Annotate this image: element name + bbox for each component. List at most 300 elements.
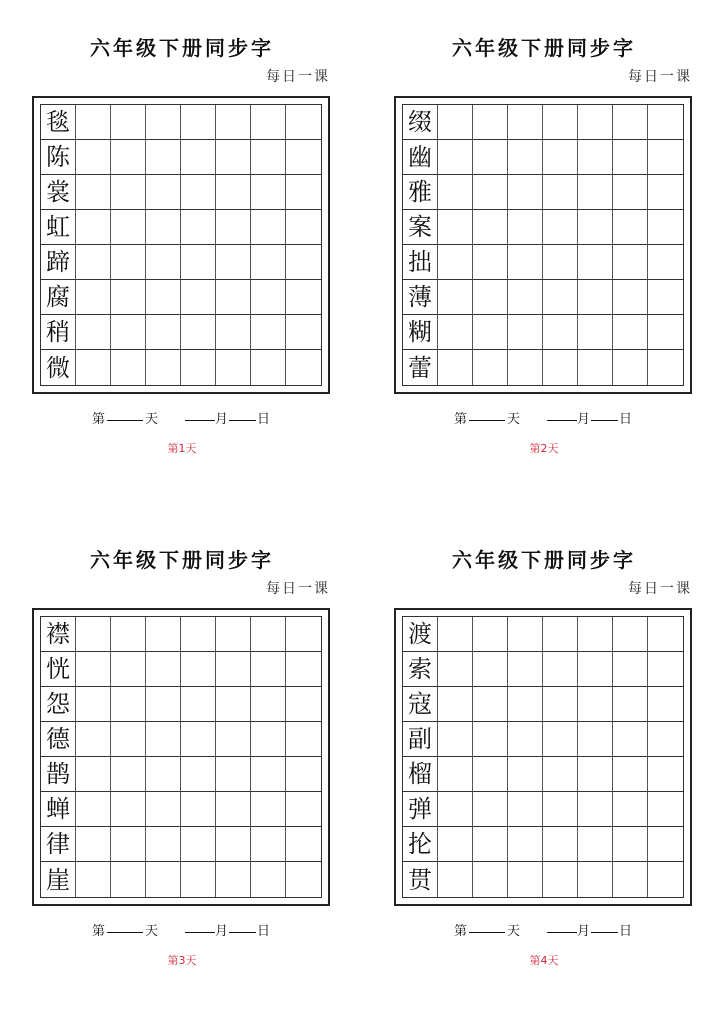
model-character: 毯 xyxy=(46,108,70,136)
practice-cell[interactable] xyxy=(146,862,181,897)
month-blank[interactable] xyxy=(185,408,215,421)
practice-cell[interactable] xyxy=(508,687,543,722)
practice-cell[interactable] xyxy=(473,210,508,245)
day-blank[interactable] xyxy=(469,920,505,933)
model-character: 裳 xyxy=(46,178,70,206)
practice-cell[interactable] xyxy=(648,350,683,385)
practice-cell[interactable] xyxy=(648,617,683,652)
practice-cell[interactable] xyxy=(613,617,648,652)
practice-cell[interactable] xyxy=(286,280,321,315)
practice-cell[interactable] xyxy=(543,827,578,862)
practice-cell[interactable] xyxy=(286,210,321,245)
practice-cell[interactable] xyxy=(286,175,321,210)
practice-cell[interactable] xyxy=(508,105,543,140)
date-unit: 日 xyxy=(619,924,633,939)
practice-frame xyxy=(32,96,330,394)
model-character: 蹄 xyxy=(46,248,70,276)
practice-cell[interactable] xyxy=(543,105,578,140)
practice-cell[interactable] xyxy=(613,862,648,897)
practice-cell[interactable] xyxy=(111,245,146,280)
page-title: 六年级下册同步字 xyxy=(452,548,636,572)
practice-cell[interactable] xyxy=(578,862,613,897)
model-character: 律 xyxy=(46,830,70,858)
practice-cell[interactable] xyxy=(111,350,146,385)
page-subtitle: 每日一课 xyxy=(266,69,330,85)
practice-cell[interactable] xyxy=(111,617,146,652)
practice-cell[interactable] xyxy=(181,140,216,175)
practice-cell[interactable] xyxy=(438,140,473,175)
model-character: 微 xyxy=(46,353,70,382)
practice-cell[interactable] xyxy=(578,350,613,385)
practice-cell[interactable] xyxy=(76,315,111,350)
day-blank[interactable] xyxy=(469,408,505,421)
practice-cell[interactable] xyxy=(216,687,251,722)
month-unit: 月 xyxy=(215,412,229,427)
practice-cell[interactable] xyxy=(508,315,543,350)
practice-cell[interactable] xyxy=(181,722,216,757)
practice-cell[interactable] xyxy=(648,245,683,280)
worksheet-panel-3 xyxy=(32,532,332,992)
practice-cell[interactable] xyxy=(146,315,181,350)
practice-cell[interactable] xyxy=(146,210,181,245)
practice-cell[interactable] xyxy=(216,140,251,175)
practice-cell[interactable] xyxy=(578,827,613,862)
practice-cell[interactable] xyxy=(578,280,613,315)
page-title: 六年级下册同步字 xyxy=(90,36,274,60)
practice-cell[interactable] xyxy=(286,652,321,687)
model-character-cell xyxy=(41,175,76,210)
practice-cell[interactable] xyxy=(111,757,146,792)
practice-cell[interactable] xyxy=(111,280,146,315)
practice-cell[interactable] xyxy=(76,245,111,280)
practice-cell[interactable] xyxy=(76,862,111,897)
practice-cell[interactable] xyxy=(473,722,508,757)
practice-cell[interactable] xyxy=(216,175,251,210)
practice-cell[interactable] xyxy=(648,862,683,897)
practice-cell[interactable] xyxy=(438,175,473,210)
date-unit: 日 xyxy=(257,412,271,427)
practice-cell[interactable] xyxy=(216,757,251,792)
practice-cell[interactable] xyxy=(286,350,321,385)
practice-cell[interactable] xyxy=(76,105,111,140)
practice-cell[interactable] xyxy=(251,827,286,862)
practice-cell[interactable] xyxy=(543,617,578,652)
practice-cell[interactable] xyxy=(543,280,578,315)
practice-cell[interactable] xyxy=(578,722,613,757)
model-character-cell xyxy=(41,757,76,792)
practice-cell[interactable] xyxy=(216,245,251,280)
practice-cell[interactable] xyxy=(146,652,181,687)
practice-cell[interactable] xyxy=(251,862,286,897)
date-blank[interactable] xyxy=(591,920,618,933)
page-title: 六年级下册同步字 xyxy=(452,36,636,60)
model-character: 崖 xyxy=(46,865,70,894)
practice-cell[interactable] xyxy=(286,315,321,350)
practice-cell[interactable] xyxy=(111,687,146,722)
practice-cell[interactable] xyxy=(438,827,473,862)
practice-cell[interactable] xyxy=(216,315,251,350)
model-character-cell xyxy=(403,687,438,722)
practice-cell[interactable] xyxy=(286,617,321,652)
practice-cell[interactable] xyxy=(438,245,473,280)
practice-cell[interactable] xyxy=(578,105,613,140)
day-blank[interactable] xyxy=(107,920,143,933)
practice-cell[interactable] xyxy=(438,757,473,792)
practice-cell[interactable] xyxy=(286,722,321,757)
practice-cell[interactable] xyxy=(251,315,286,350)
practice-cell[interactable] xyxy=(111,652,146,687)
model-character-cell xyxy=(41,245,76,280)
practice-cell[interactable] xyxy=(286,827,321,862)
practice-cell[interactable] xyxy=(648,827,683,862)
practice-cell[interactable] xyxy=(613,827,648,862)
practice-cell[interactable] xyxy=(181,105,216,140)
practice-cell[interactable] xyxy=(76,652,111,687)
practice-cell[interactable] xyxy=(146,722,181,757)
practice-cell[interactable] xyxy=(508,245,543,280)
date-blank[interactable] xyxy=(229,408,256,421)
practice-cell[interactable] xyxy=(438,722,473,757)
practice-cell[interactable] xyxy=(543,175,578,210)
practice-cell[interactable] xyxy=(613,687,648,722)
model-character: 襟 xyxy=(46,620,70,648)
practice-cell[interactable] xyxy=(438,687,473,722)
practice-cell[interactable] xyxy=(251,105,286,140)
practice-cell[interactable] xyxy=(508,140,543,175)
practice-cell[interactable] xyxy=(286,862,321,897)
model-character-cell xyxy=(403,280,438,315)
date-unit: 日 xyxy=(619,412,633,427)
practice-cell[interactable] xyxy=(508,652,543,687)
practice-cell[interactable] xyxy=(578,210,613,245)
model-character: 弹 xyxy=(408,795,432,823)
model-character: 稍 xyxy=(46,318,70,346)
practice-cell[interactable] xyxy=(251,280,286,315)
practice-cell[interactable] xyxy=(473,792,508,827)
practice-cell[interactable] xyxy=(438,792,473,827)
practice-cell[interactable] xyxy=(648,210,683,245)
model-character-cell xyxy=(41,315,76,350)
practice-cell[interactable] xyxy=(473,617,508,652)
practice-cell[interactable] xyxy=(76,617,111,652)
practice-cell[interactable] xyxy=(508,757,543,792)
practice-cell[interactable] xyxy=(543,687,578,722)
model-character: 陈 xyxy=(46,143,70,171)
practice-grid xyxy=(402,616,684,898)
practice-cell[interactable] xyxy=(111,140,146,175)
practice-cell[interactable] xyxy=(76,722,111,757)
practice-cell[interactable] xyxy=(613,140,648,175)
practice-cell[interactable] xyxy=(508,617,543,652)
practice-cell[interactable] xyxy=(146,245,181,280)
practice-cell[interactable] xyxy=(286,105,321,140)
practice-cell[interactable] xyxy=(473,652,508,687)
practice-cell[interactable] xyxy=(613,210,648,245)
practice-cell[interactable] xyxy=(613,245,648,280)
practice-cell[interactable] xyxy=(438,105,473,140)
practice-cell[interactable] xyxy=(543,757,578,792)
date-prefix: 第 xyxy=(454,412,468,427)
practice-cell[interactable] xyxy=(76,757,111,792)
practice-cell[interactable] xyxy=(473,757,508,792)
practice-cell[interactable] xyxy=(648,140,683,175)
practice-cell[interactable] xyxy=(473,315,508,350)
day-label: 第2天 xyxy=(529,442,559,455)
practice-cell[interactable] xyxy=(473,175,508,210)
practice-cell[interactable] xyxy=(146,757,181,792)
month-unit: 月 xyxy=(577,412,591,427)
practice-cell[interactable] xyxy=(216,792,251,827)
practice-cell[interactable] xyxy=(216,105,251,140)
practice-cell[interactable] xyxy=(76,280,111,315)
practice-cell[interactable] xyxy=(216,350,251,385)
practice-cell[interactable] xyxy=(648,792,683,827)
practice-cell[interactable] xyxy=(543,350,578,385)
practice-cell[interactable] xyxy=(251,175,286,210)
practice-cell[interactable] xyxy=(251,757,286,792)
practice-cell[interactable] xyxy=(216,210,251,245)
practice-cell[interactable] xyxy=(648,757,683,792)
practice-cell[interactable] xyxy=(181,617,216,652)
model-character-cell xyxy=(41,792,76,827)
model-character: 幽 xyxy=(408,143,432,171)
practice-cell[interactable] xyxy=(648,105,683,140)
practice-cell[interactable] xyxy=(251,652,286,687)
practice-cell[interactable] xyxy=(181,210,216,245)
practice-cell[interactable] xyxy=(286,245,321,280)
practice-cell[interactable] xyxy=(473,862,508,897)
practice-cell[interactable] xyxy=(543,722,578,757)
practice-cell[interactable] xyxy=(146,280,181,315)
practice-cell[interactable] xyxy=(508,175,543,210)
practice-cell[interactable] xyxy=(508,722,543,757)
day-unit: 天 xyxy=(507,924,521,939)
model-character: 副 xyxy=(408,725,432,753)
practice-cell[interactable] xyxy=(438,210,473,245)
practice-cell[interactable] xyxy=(111,827,146,862)
model-character-cell xyxy=(41,617,76,652)
practice-cell[interactable] xyxy=(543,792,578,827)
practice-cell[interactable] xyxy=(438,652,473,687)
model-character-cell xyxy=(41,827,76,862)
practice-cell[interactable] xyxy=(181,757,216,792)
model-character: 抡 xyxy=(408,830,432,858)
practice-cell[interactable] xyxy=(473,280,508,315)
model-character: 索 xyxy=(408,655,432,683)
practice-cell[interactable] xyxy=(648,722,683,757)
model-character: 鹊 xyxy=(46,760,70,788)
practice-cell[interactable] xyxy=(648,687,683,722)
practice-cell[interactable] xyxy=(111,315,146,350)
practice-cell[interactable] xyxy=(251,140,286,175)
practice-cell[interactable] xyxy=(438,617,473,652)
practice-cell[interactable] xyxy=(438,280,473,315)
model-character: 腐 xyxy=(46,283,70,311)
practice-cell[interactable] xyxy=(473,140,508,175)
practice-cell[interactable] xyxy=(251,210,286,245)
practice-cell[interactable] xyxy=(76,827,111,862)
practice-cell[interactable] xyxy=(146,792,181,827)
practice-cell[interactable] xyxy=(216,862,251,897)
month-blank[interactable] xyxy=(547,920,577,933)
practice-cell[interactable] xyxy=(613,280,648,315)
practice-cell[interactable] xyxy=(543,210,578,245)
practice-cell[interactable] xyxy=(438,862,473,897)
practice-cell[interactable] xyxy=(508,350,543,385)
practice-cell[interactable] xyxy=(473,105,508,140)
practice-cell[interactable] xyxy=(648,315,683,350)
practice-cell[interactable] xyxy=(473,687,508,722)
practice-cell[interactable] xyxy=(216,617,251,652)
practice-cell[interactable] xyxy=(508,792,543,827)
practice-cell[interactable] xyxy=(578,175,613,210)
date-blank[interactable] xyxy=(591,408,618,421)
practice-cell[interactable] xyxy=(508,827,543,862)
practice-cell[interactable] xyxy=(648,280,683,315)
practice-cell[interactable] xyxy=(146,827,181,862)
model-character-cell xyxy=(403,245,438,280)
practice-cell[interactable] xyxy=(508,862,543,897)
date-unit: 日 xyxy=(257,924,271,939)
practice-cell[interactable] xyxy=(181,792,216,827)
model-character-cell xyxy=(403,792,438,827)
practice-cell[interactable] xyxy=(251,350,286,385)
practice-cell[interactable] xyxy=(286,140,321,175)
practice-cell[interactable] xyxy=(146,105,181,140)
practice-cell[interactable] xyxy=(648,652,683,687)
practice-cell[interactable] xyxy=(508,210,543,245)
practice-cell[interactable] xyxy=(76,687,111,722)
day-label: 第4天 xyxy=(529,954,559,967)
practice-cell[interactable] xyxy=(473,827,508,862)
practice-cell[interactable] xyxy=(181,652,216,687)
practice-cell[interactable] xyxy=(543,245,578,280)
practice-cell[interactable] xyxy=(76,350,111,385)
practice-cell[interactable] xyxy=(613,757,648,792)
practice-cell[interactable] xyxy=(578,245,613,280)
practice-cell[interactable] xyxy=(578,617,613,652)
practice-cell[interactable] xyxy=(578,687,613,722)
practice-cell[interactable] xyxy=(251,687,286,722)
page-subtitle: 每日一课 xyxy=(266,581,330,597)
practice-cell[interactable] xyxy=(251,792,286,827)
practice-cell[interactable] xyxy=(111,210,146,245)
practice-cell[interactable] xyxy=(111,105,146,140)
model-character-cell xyxy=(403,827,438,862)
practice-cell[interactable] xyxy=(251,245,286,280)
model-character-cell xyxy=(403,140,438,175)
practice-cell[interactable] xyxy=(111,175,146,210)
practice-cell[interactable] xyxy=(613,792,648,827)
model-character: 贯 xyxy=(408,865,432,894)
practice-cell[interactable] xyxy=(76,140,111,175)
day-label: 第1天 xyxy=(167,442,197,455)
practice-cell[interactable] xyxy=(181,245,216,280)
practice-cell[interactable] xyxy=(473,245,508,280)
practice-cell[interactable] xyxy=(216,652,251,687)
practice-cell[interactable] xyxy=(613,652,648,687)
practice-cell[interactable] xyxy=(216,827,251,862)
practice-cell[interactable] xyxy=(578,315,613,350)
practice-cell[interactable] xyxy=(146,140,181,175)
practice-cell[interactable] xyxy=(578,652,613,687)
practice-cell[interactable] xyxy=(473,350,508,385)
practice-cell[interactable] xyxy=(181,350,216,385)
practice-cell[interactable] xyxy=(146,687,181,722)
day-blank[interactable] xyxy=(107,408,143,421)
model-character: 雅 xyxy=(408,178,432,206)
model-character-cell xyxy=(41,280,76,315)
date-prefix: 第 xyxy=(92,924,106,939)
practice-cell[interactable] xyxy=(181,175,216,210)
date-blank[interactable] xyxy=(229,920,256,933)
model-character-cell xyxy=(403,617,438,652)
practice-cell[interactable] xyxy=(111,722,146,757)
practice-cell[interactable] xyxy=(216,280,251,315)
practice-cell[interactable] xyxy=(438,350,473,385)
practice-cell[interactable] xyxy=(543,862,578,897)
model-character-cell xyxy=(403,175,438,210)
practice-cell[interactable] xyxy=(613,722,648,757)
practice-grid xyxy=(40,616,322,898)
practice-cell[interactable] xyxy=(286,792,321,827)
practice-cell[interactable] xyxy=(111,792,146,827)
practice-cell[interactable] xyxy=(543,140,578,175)
month-blank[interactable] xyxy=(547,408,577,421)
practice-cell[interactable] xyxy=(181,280,216,315)
practice-cell[interactable] xyxy=(181,862,216,897)
practice-frame xyxy=(394,96,692,394)
model-character-cell xyxy=(41,105,76,140)
practice-cell[interactable] xyxy=(251,617,286,652)
month-blank[interactable] xyxy=(185,920,215,933)
practice-cell[interactable] xyxy=(286,757,321,792)
model-character-cell xyxy=(403,722,438,757)
page-title: 六年级下册同步字 xyxy=(90,548,274,572)
practice-cell[interactable] xyxy=(111,862,146,897)
practice-cell[interactable] xyxy=(146,175,181,210)
practice-cell[interactable] xyxy=(286,687,321,722)
practice-cell[interactable] xyxy=(613,350,648,385)
model-character: 缀 xyxy=(408,108,432,136)
practice-cell[interactable] xyxy=(181,315,216,350)
day-unit: 天 xyxy=(145,412,159,427)
practice-cell[interactable] xyxy=(613,175,648,210)
practice-cell[interactable] xyxy=(543,652,578,687)
practice-cell[interactable] xyxy=(613,105,648,140)
practice-cell[interactable] xyxy=(578,757,613,792)
worksheet-panel-4 xyxy=(394,532,694,992)
practice-cell[interactable] xyxy=(76,210,111,245)
practice-cell[interactable] xyxy=(613,315,648,350)
practice-cell[interactable] xyxy=(181,687,216,722)
practice-cell[interactable] xyxy=(543,315,578,350)
practice-cell[interactable] xyxy=(578,140,613,175)
model-character: 虹 xyxy=(46,213,70,241)
practice-cell[interactable] xyxy=(578,792,613,827)
practice-cell[interactable] xyxy=(76,792,111,827)
practice-cell[interactable] xyxy=(146,350,181,385)
month-unit: 月 xyxy=(215,924,229,939)
practice-cell[interactable] xyxy=(438,315,473,350)
practice-cell[interactable] xyxy=(508,280,543,315)
practice-cell[interactable] xyxy=(146,617,181,652)
practice-cell[interactable] xyxy=(251,722,286,757)
practice-cell[interactable] xyxy=(181,827,216,862)
practice-cell[interactable] xyxy=(216,722,251,757)
practice-cell[interactable] xyxy=(76,175,111,210)
practice-cell[interactable] xyxy=(648,175,683,210)
